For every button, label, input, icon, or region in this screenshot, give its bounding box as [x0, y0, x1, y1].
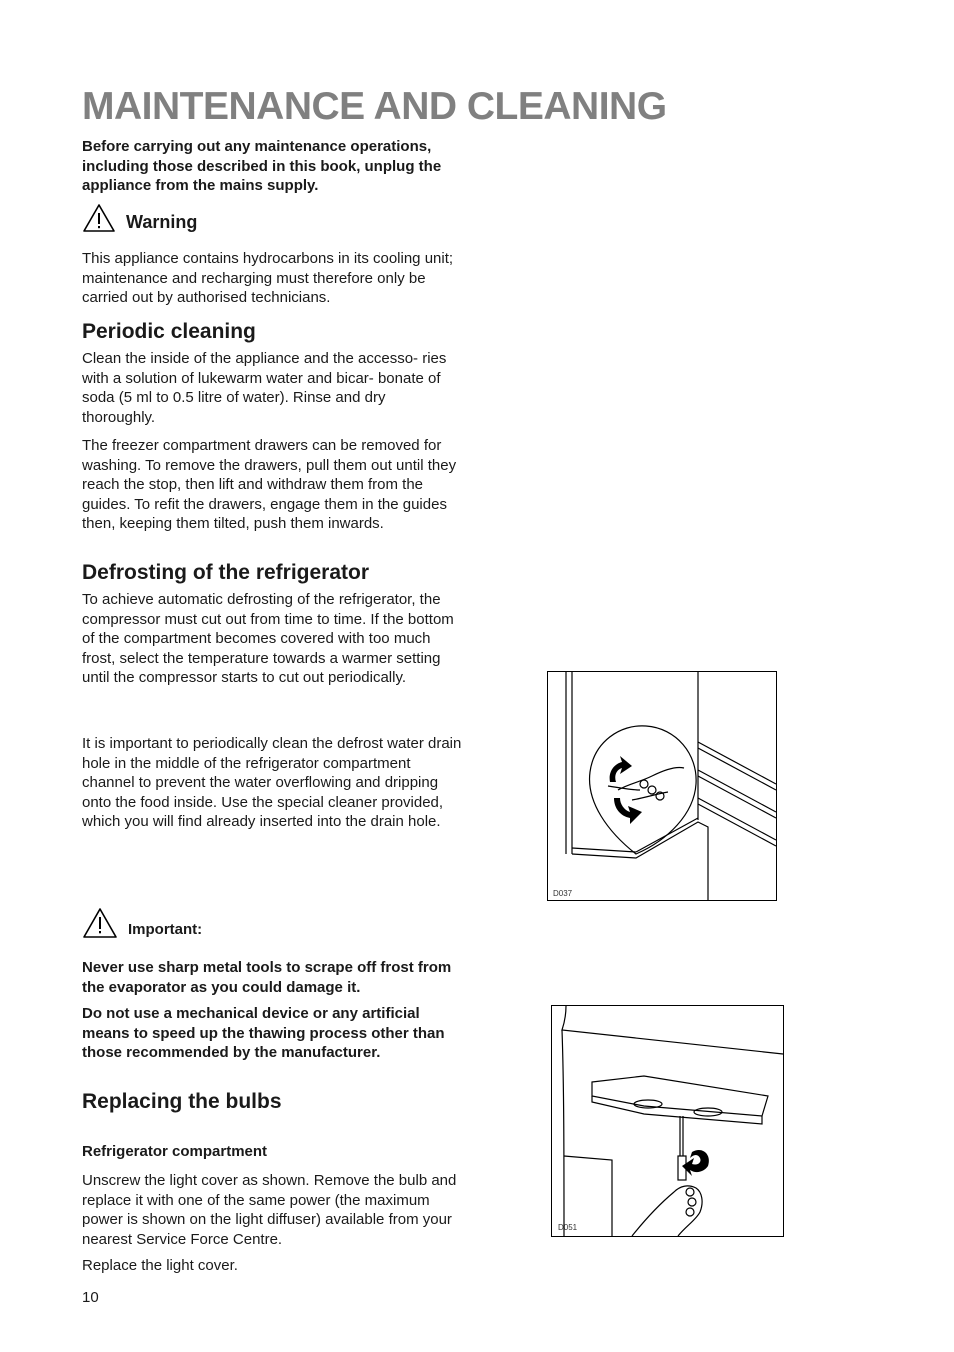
defrosting-p1: To achieve automatic defrosting of the refrigerator, the compressor must cut out from time to time. If the bottom of the compartment becomes covered with too much frost, select the temperature towards a warmer setting until the compressor starts to cut out periodically.: [82, 591, 454, 686]
warning-heading-row: [82, 203, 462, 233]
drain-hole-figure: [547, 671, 777, 901]
warning-triangle-icon: [82, 203, 116, 233]
bulb-figure-code: D051: [558, 1223, 578, 1232]
warning-heading: Warning: [126, 212, 198, 232]
important-p1: Never use sharp metal tools to scrape off frost from the evaporator as you could damage it.: [82, 959, 452, 996]
page-number: 10: [82, 1289, 99, 1306]
warning-text: This appliance contains hydrocarbons in its cooling unit; maintenance and recharging must therefore only be carried out by authorised technicians.: [82, 250, 454, 306]
important-heading-row: [82, 907, 462, 939]
defrosting-heading: Defrosting of the refrigerator: [82, 561, 370, 584]
warning-triangle-icon: [82, 907, 118, 939]
bulbs-heading: Replacing the bulbs: [82, 1090, 282, 1113]
drain-figure-code: D037: [553, 889, 573, 898]
bulbs-subheading: Refrigerator compartment: [82, 1143, 268, 1160]
drain-hole-illustration: [548, 672, 776, 900]
defrosting-p2: It is important to periodically clean the defrost water drain hole in the middle of the refrigerator compartment channel to prevent the water overflowing and dripping onto the food inside. Use the special cleaner provided, which you will find already inserted into the drain hole.: [82, 735, 462, 830]
periodic-cleaning-heading: Periodic cleaning: [82, 320, 256, 343]
periodic-cleaning-p2: The freezer compartment drawers can be removed for washing. To remove the drawers, pull them out until they reach the stop, then lift and withdraw them from the guides. To refit the drawers, engage them in the guides then, keeping them tilted, push them inwards.: [82, 437, 457, 532]
intro-text: Before carrying out any maintenance operations, including those described in this book, unplug the appliance from the mains supply.: [82, 138, 442, 194]
important-heading: Important:: [128, 920, 203, 938]
important-p2: Do not use a mechanical device or any artificial means to speed up the thawing process other than those recommended by the manufacturer.: [82, 1005, 445, 1061]
bulbs-p1: Unscrew the light cover as shown. Remove the bulb and replace it with one of the same power (the maximum power is shown on the light diffuser) available from your nearest Service Force Centre.: [82, 1172, 457, 1248]
periodic-cleaning-p1: Clean the inside of the appliance and the accesso- ries with a solution of lukewarm water and bicar- bonate of soda (5 ml to 0.5 litre of water). Rinse and dry thoroughly.: [82, 350, 447, 426]
bulbs-p2: Replace the light cover.: [82, 1257, 238, 1274]
page-title: MAINTENANCE AND CLEANING: [82, 85, 667, 128]
bulb-cover-figure: [551, 1005, 784, 1237]
bulb-cover-illustration: [552, 1006, 783, 1236]
